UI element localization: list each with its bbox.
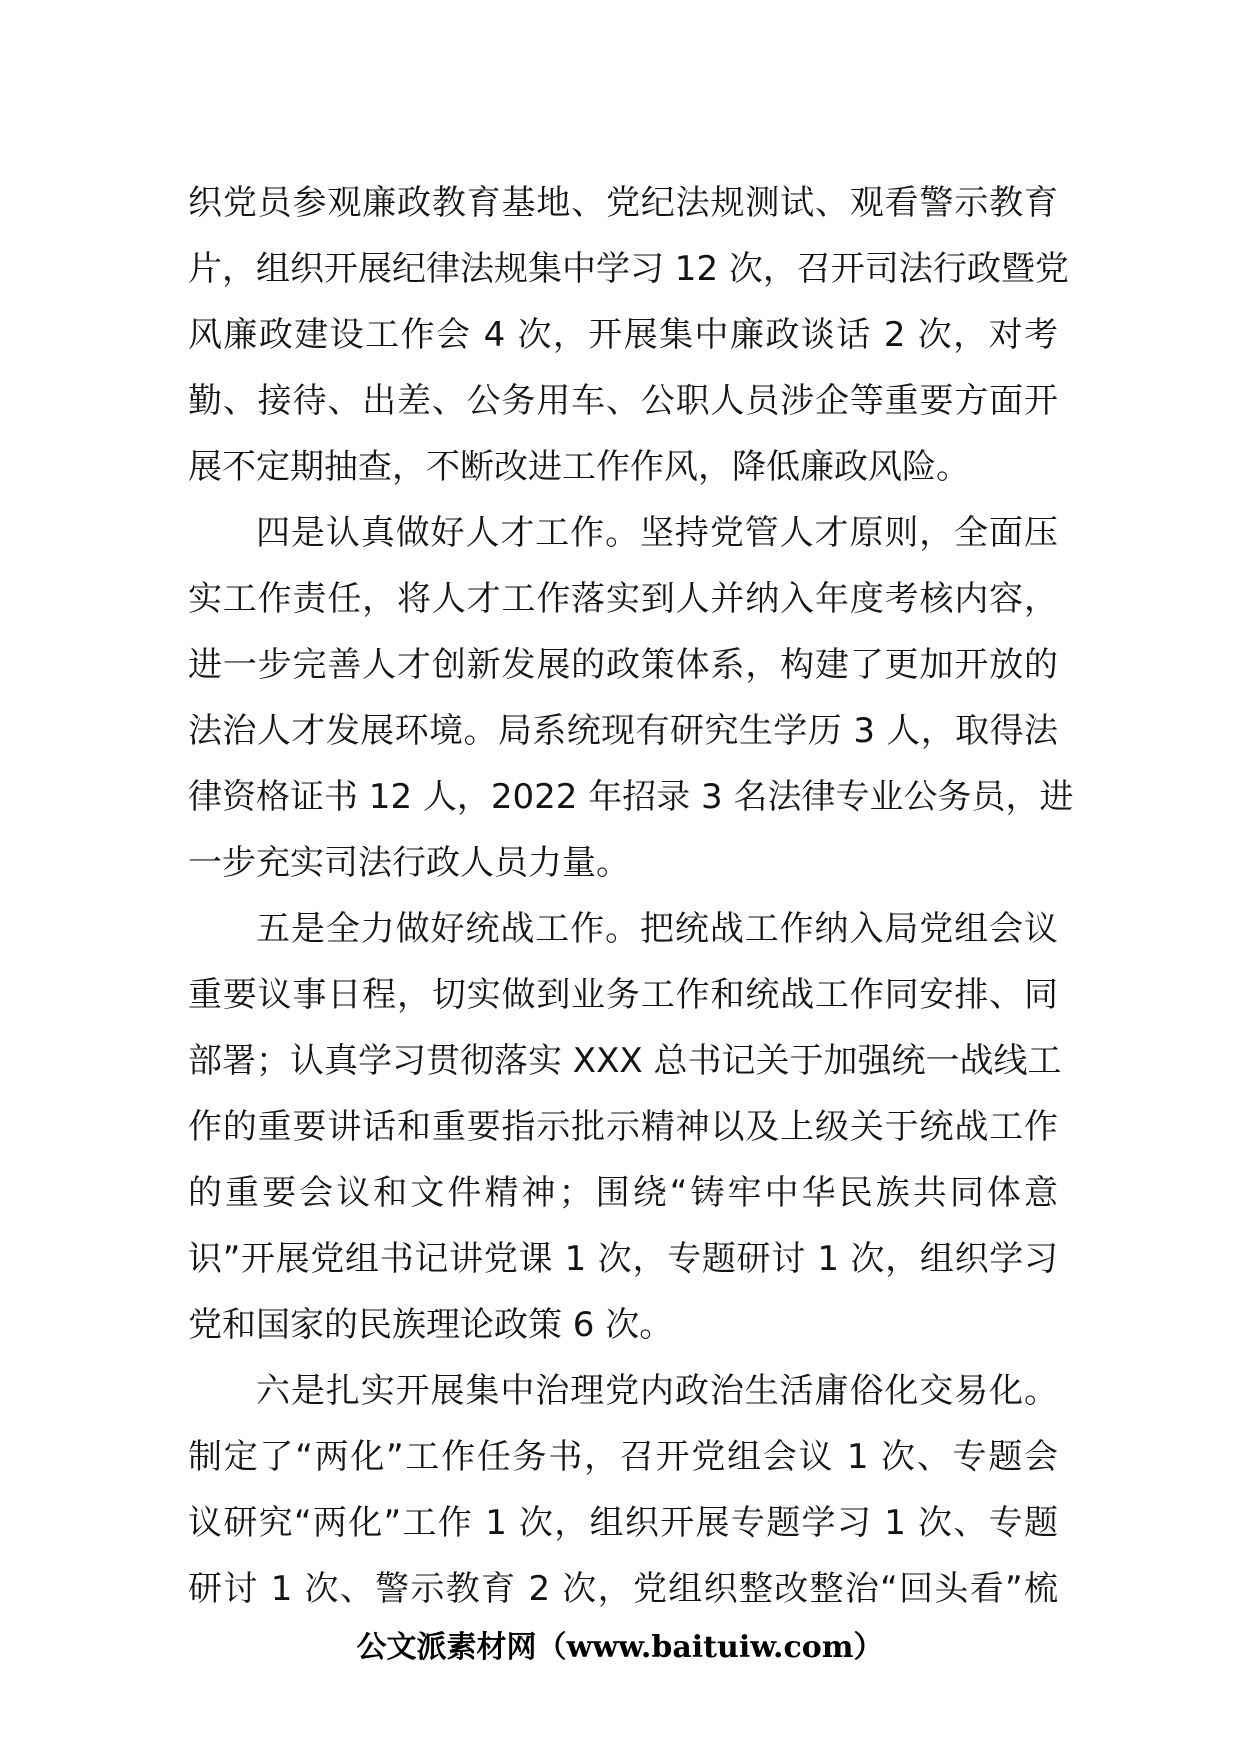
text-line: 的重要会议和文件精神；围绕“铸牢中华民族共同体意 bbox=[188, 1173, 1058, 1213]
text-line: 部署；认真学习贯彻落实 XXX 总书记关于加强统一战线工 bbox=[188, 1041, 1062, 1081]
document-body bbox=[188, 170, 1074, 1622]
text-line: 制定了“两化”工作任务书，召开党组会议 1 次、专题会 bbox=[188, 1437, 1058, 1477]
text-line: 议研究“两化”工作 1 次，组织开展专题学习 1 次、专题 bbox=[188, 1503, 1058, 1543]
text-line: 律资格证书 12 人，2022 年招录 3 名法律专业公务员，进 bbox=[188, 777, 1074, 817]
text-line: 六是扎实开展集中治理党内政治生活庸俗化交易化。 bbox=[256, 1371, 1058, 1411]
text-line: 法治人才发展环境。局系统现有研究生学历 3 人，取得法 bbox=[188, 711, 1058, 751]
text-line: 勤、接待、出差、公务用车、公职人员涉企等重要方面开 bbox=[188, 381, 1058, 421]
footer-watermark: 公文派素材网（www.baituiw.com） bbox=[356, 1630, 884, 1665]
text-line: 四是认真做好人才工作。坚持党管人才原则，全面压 bbox=[256, 513, 1058, 553]
text-line: 党和国家的民族理论政策 6 次。 bbox=[188, 1305, 674, 1345]
text-line: 展不定期抽查，不断改进工作作风，降低廉政风险。 bbox=[188, 447, 970, 487]
text-line: 片，组织开展纪律法规集中学习 12 次，召开司法行政暨党 bbox=[188, 249, 1069, 289]
text-line: 风廉政建设工作会 4 次，开展集中廉政谈话 2 次，对考 bbox=[188, 315, 1058, 355]
text-line: 进一步完善人才创新发展的政策体系，构建了更加开放的 bbox=[188, 645, 1058, 685]
text-line: 五是全力做好统战工作。把统战工作纳入局党组会议 bbox=[256, 909, 1058, 949]
text-line: 作的重要讲话和重要指示批示精神以及上级关于统战工作 bbox=[188, 1107, 1058, 1147]
text-line: 实工作责任，将人才工作落实到人并纳入年度考核内容， bbox=[188, 579, 1058, 619]
text-line: 重要议事日程，切实做到业务工作和统战工作同安排、同 bbox=[188, 975, 1058, 1015]
text-line: 研讨 1 次、警示教育 2 次，党组织整改整治“回头看”梳 bbox=[188, 1569, 1058, 1609]
text-line: 识”开展党组书记讲党课 1 次，专题研讨 1 次，组织学习 bbox=[188, 1239, 1058, 1279]
text-line: 一步充实司法行政人员力量。 bbox=[188, 843, 630, 883]
text-line: 织党员参观廉政教育基地、党纪法规测试、观看警示教育 bbox=[188, 183, 1058, 223]
